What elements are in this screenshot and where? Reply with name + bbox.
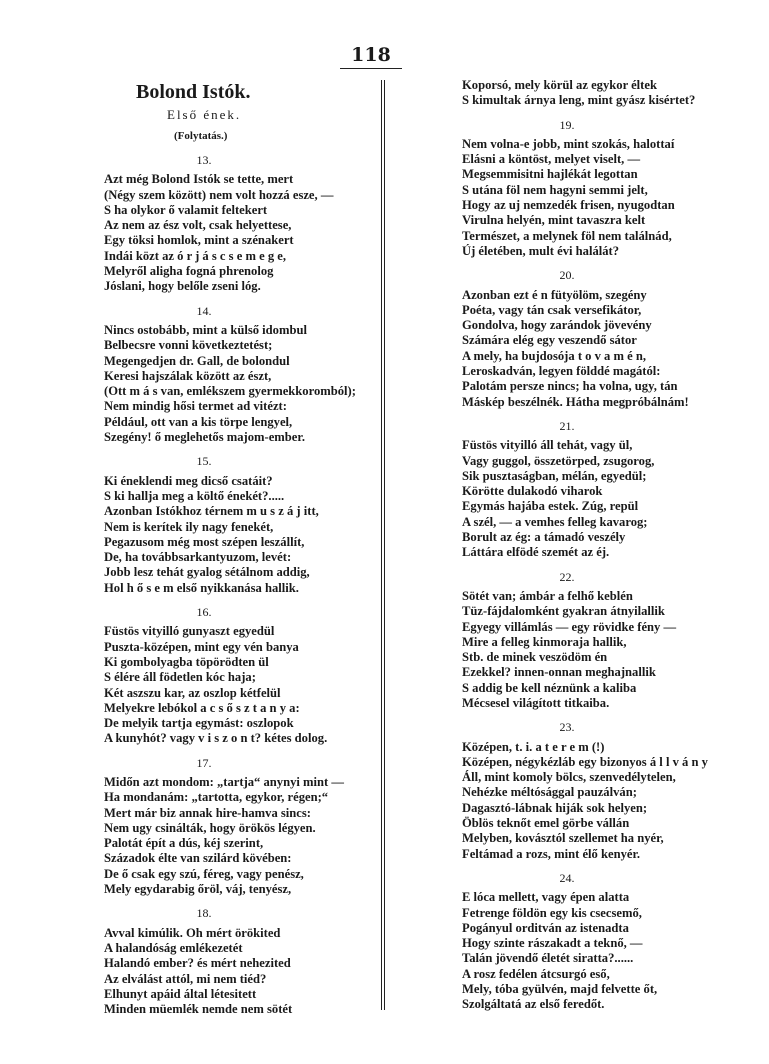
verse-line: Tüz-fájdalomként gyakran átnyilallik [462, 604, 665, 619]
verse-line: Hogy szinte rászakadt a teknő, — [462, 936, 643, 951]
verse-line: Elásni a köntöst, melyet viselt, — [462, 152, 641, 167]
verse-line: Természet, a melynek föl nem találnád, [462, 228, 672, 243]
right-column [462, 78, 762, 1013]
verse-line: Borult az ég: a támadó veszély [462, 530, 626, 545]
verse-line: Virulna helyén, mint tavaszra kelt [462, 213, 646, 228]
verse-line: S addig be kell néznünk a kaliba [462, 680, 637, 695]
verse-line: A rosz fedélen átcsurgó eső, [462, 966, 610, 981]
verse-line: Középen, t. i. a t e r e m (!) [462, 739, 605, 754]
verse-line: S utána föl nem hagyni semmi jelt, [462, 182, 648, 197]
stanza [462, 438, 762, 560]
verse-line: Gondolva, hogy zarándok jövevény [462, 318, 652, 333]
verse-line: Szegény! ő meglehetős majom-ember. [104, 430, 305, 445]
stanza [462, 288, 762, 410]
stanza-number: 21. [559, 418, 575, 433]
verse-line: Ha mondanám: „tartotta, egykor, régen;“ [104, 790, 329, 805]
verse-line: Hol h ő s e m első nyikkanása hallik. [104, 580, 299, 595]
column-divider [381, 80, 385, 1010]
verse-line: Nincs ostobább, mint a külső idombul [104, 322, 307, 337]
stanza [104, 624, 376, 746]
page-number: 118 [351, 44, 391, 66]
stanza [104, 474, 376, 596]
stanza-number: 14. [196, 303, 212, 318]
opening-lines [462, 78, 762, 109]
verse-line: Dagasztó-lábnak hiják sok helyen; [462, 800, 648, 815]
verse-line: A kunyhót? vagy v i s z o n t? kétes dolog. [104, 731, 328, 746]
verse-line: Például, ott van a kis törpe lengyel, [104, 414, 293, 429]
right-stanzas [462, 118, 762, 1013]
verse-line: Új életében, mult évi halálát? [462, 243, 620, 258]
verse-line: Melyben, kovásztól szellemet ha nyér, [462, 831, 664, 846]
verse-line: Palotám persze nincs; ha volna, ugy, tán [462, 379, 678, 394]
stanza-number: 15. [196, 454, 212, 469]
verse-line: Azonban Istókhoz térnem m u s z á j itt, [104, 504, 319, 519]
verse-line: Keresi hajszálak között az észt, [104, 368, 272, 383]
verse-line: S kimultak árnya leng, mint gyász kisértet? [462, 93, 696, 108]
verse-line: Megsemmisitni hajlékát legottan [462, 167, 638, 182]
verse-line: Stb. de minek veszödöm én [462, 650, 608, 665]
verse-line: Sötét van; ámbár a felhő keblén [462, 588, 633, 603]
left-stanzas [104, 153, 376, 1017]
verse-line: Vagy guggol, összetörped, zsugorog, [462, 453, 655, 468]
verse-line: S ha olykor ő valamit feltekert [104, 202, 268, 217]
stanza-number: 20. [559, 268, 575, 283]
verse-line: Elhunyt apáid által létesitett [104, 986, 257, 1001]
verse-line: Indái közt az ó r j á s c s e m e g e, [104, 248, 287, 263]
verse-line: Pogányul orditván az istenadta [462, 920, 629, 935]
verse-line: Minden müemlék nemde nem sötét [104, 1002, 293, 1017]
verse-line: (Ott m á s van, emlékszem gyermekkoromból); [104, 384, 356, 399]
canto-subtitle: Első ének. [167, 107, 242, 122]
verse-line: Azonban ezt é n fütyölöm, szegény [462, 287, 647, 302]
poem-title: Bolond Istók. [136, 81, 251, 103]
stanza [104, 775, 376, 897]
verse-line: Talán jövendő életét siratta?...... [462, 951, 634, 966]
verse-line: De ő csak egy szú, féreg, vagy penész, [104, 866, 304, 881]
verse-line: Pegazusom még most szépen leszállít, [104, 534, 305, 549]
stanza [104, 172, 376, 294]
verse-line: (Négy szem között) nem volt hozzá esze, — [104, 187, 334, 202]
stanza-number: 13. [196, 153, 212, 167]
stanza [104, 926, 376, 1018]
verse-line: Azt még Bolond Istók se tette, mert [104, 172, 294, 187]
verse-line: Ki gombolyagba töpörödten ül [104, 654, 269, 669]
verse-line: Ezekkel? innen-onnan meghajnallik [462, 665, 656, 680]
verse-line: A szél, — a vemhes felleg kavarog; [462, 514, 648, 529]
verse-line: Két aszszu kar, az oszlop kétfelül [104, 685, 281, 700]
verse-line: Középen, négykézláb egy bizonyos á l l v á n y [462, 754, 708, 769]
verse-line: Füstös vityilló áll tehát, vagy ül, [462, 438, 633, 453]
verse-line: A halandóság emlékezetét [104, 940, 243, 955]
verse-line: Körötte dulakodó viharok [462, 484, 603, 499]
verse-line: Nem volna-e jobb, mint szokás, halottaí [462, 136, 675, 151]
verse-line: Jobb lesz tehát gyalog sétálnom addig, [104, 565, 310, 580]
stanza [462, 137, 762, 259]
verse-line: Egyegy villámlás — egy rövidke fény — [462, 619, 677, 634]
verse-line: Az nem az ész volt, csak helyettese, [104, 218, 292, 233]
verse-line: De melyik tartja egymást: oszlopok [104, 716, 294, 731]
verse-line: Füstös vityilló gunyaszt egyedül [104, 624, 275, 639]
stanza [462, 740, 762, 862]
verse-line: Megengedjen dr. Gall, de bolondul [104, 353, 290, 368]
verse-line: Mécsesel világított titkaiba. [462, 695, 610, 710]
verse-line: Egymás hajába estek. Zúg, repül [462, 499, 639, 514]
stanza-number: 23. [559, 720, 575, 735]
verse-line: Feltámad a rozs, mint élő kenyér. [462, 846, 641, 861]
verse-line: Ki éneklendi meg dicső csatáit? [104, 473, 273, 488]
verse-line: A mely, ha bujdosója t o v a m é n, [462, 348, 647, 363]
verse-line: Hogy az uj nemzedék frisen, nyugodtan [462, 198, 675, 213]
verse-line: Mely, tóba gyülvén, majd felvette őt, [462, 982, 658, 997]
stanza-number: 22. [559, 569, 575, 584]
verse-line: Áll, mint komoly bölcs, szenvedélytelen, [462, 770, 676, 785]
verse-line: Nem is kerítek ily nagy fenekét, [104, 519, 274, 534]
stanza-number: 16. [196, 605, 212, 620]
verse-line: Jóslani, hogy belőle zseni lóg. [104, 279, 261, 294]
verse-line: Mire a felleg kinmoraja hallik, [462, 634, 627, 649]
left-column [104, 78, 376, 1017]
verse-line: Nehézke méltósággal pauzálván; [462, 785, 637, 800]
verse-line: Fetrenge földön egy kis csecsemő, [462, 905, 642, 920]
verse-line: Avval kimúlik. Oh mért örökited [104, 925, 281, 940]
verse-line: Palotát épít a dús, kéj szerint, [104, 836, 264, 851]
verse-line: Melyekre lebókol a c s ő s z t a n y a: [104, 700, 300, 715]
verse-line: Koporsó, mely körül az egykor éltek [462, 78, 657, 92]
continuation-note: (Folytatás.) [174, 130, 228, 142]
verse-line: Melyről aligha fogná phrenolog [104, 264, 274, 279]
stanza-number: 18. [196, 906, 212, 921]
verse-line: S ki hallja meg a költő énekét?..... [104, 488, 285, 503]
verse-line: E lóca mellett, vagy épen alatta [462, 890, 630, 905]
verse-line: Belbecsre vonni következtetést; [104, 338, 273, 353]
top-rule [340, 68, 402, 69]
stanza-number: 24. [559, 870, 575, 885]
verse-line: S élére áll födetlen kóc haja; [104, 670, 256, 685]
verse-line: Midőn azt mondom: „tartja“ anynyi mint — [104, 774, 344, 789]
verse-line: Szolgáltatá az első feredőt. [462, 997, 605, 1012]
verse-line: Máskép beszélnék. Hátha megpróbálnám! [462, 394, 689, 409]
verse-line: Puszta-középen, mint egy vén banya [104, 639, 299, 654]
verse-line: Poéta, vagy tán csak versefikátor, [462, 302, 642, 317]
verse-line: De, ha továbbsarkantyuzom, levét: [104, 550, 292, 565]
stanza-number: 17. [196, 755, 212, 770]
stanza [462, 589, 762, 711]
verse-line: Leroskadván, legyen földdé magától: [462, 364, 661, 379]
stanza [462, 890, 762, 1012]
verse-line: Egy töksi homlok, mint a szénakert [104, 233, 294, 248]
verse-line: Mert már biz annak hire-hamva sincs: [104, 805, 311, 820]
stanza-number: 19. [559, 117, 575, 132]
verse-line: Halandó ember? és mért nehezited [104, 956, 291, 971]
verse-line: Nem mindig hősi termet ad vitézt: [104, 399, 287, 414]
verse-line: Öblös teknőt emel görbe vállán [462, 816, 630, 831]
verse-line: Mely egydarabig őröl, váj, tenyész, [104, 882, 292, 897]
verse-line: Sik pusztaságban, mélán, egyedül; [462, 468, 647, 483]
verse-line: Láttára elfödé szemét az éj. [462, 545, 610, 560]
verse-line: Az elválást attól, mi nem tiéd? [104, 971, 267, 986]
stanza [104, 323, 376, 445]
verse-line: Századok élte van szilárd kövében: [104, 851, 292, 866]
verse-line: Nem ugy csinálták, hogy örökös légyen. [104, 820, 316, 835]
verse-line: Számára elég egy veszendő sátor [462, 333, 637, 348]
